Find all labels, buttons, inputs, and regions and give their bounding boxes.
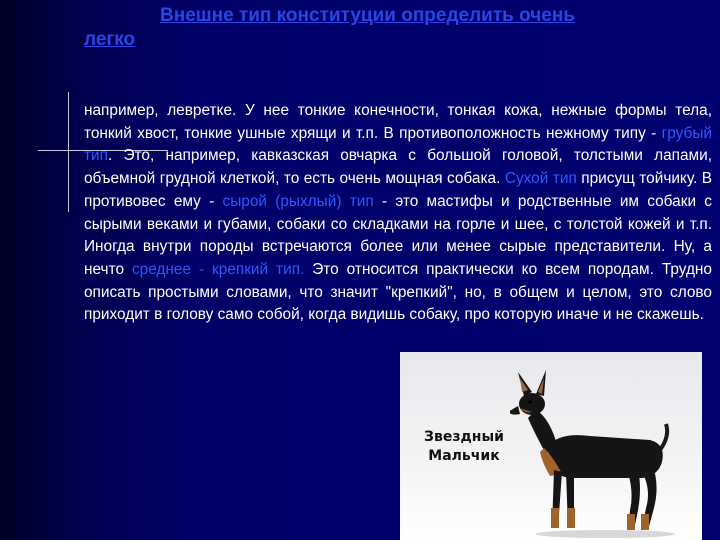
body-text-segment: . Это, например, кавказская овчарка с большой головой, толстыми лапами, объемной грудной клеткой, то есть очень мощная собака. xyxy=(84,147,712,188)
decorative-vertical-line xyxy=(68,92,69,212)
body-paragraph xyxy=(84,100,712,327)
highlight-dry-type: Сухой тип xyxy=(504,170,577,188)
slide-title xyxy=(84,4,684,52)
highlight-strong-type: среднее - крепкий тип. xyxy=(131,260,305,278)
body-text-segment: Это относится практически ко всем породам. Трудно описать простыми словами, что значит "крепкий", но, в общем и целом, это слово приходит в голову само собой, когда видишь собаку, про которую иначе и не скажешь. xyxy=(84,260,712,324)
toy-terrier-illustration xyxy=(510,358,680,540)
dog-photo xyxy=(400,352,702,540)
body-text-segment: - это мастифы и родственные им собаки с сырыми веками и губами, собаки со складками на горле и шее, с толстой кожей и т.п. Иногда внутри породы встречаются более или менее сырые представители. Ну, а нечто xyxy=(84,192,712,278)
body-text-segment: присущ тойчику. В противовес ему - xyxy=(84,170,713,210)
slide-title-line1: Внешне тип конституции определить очень xyxy=(160,5,576,26)
highlight-loose-type: сырой (рыхлый) тип xyxy=(222,192,374,210)
photo-caption-line2: Мальчик xyxy=(428,448,500,464)
body-text-segment: например, левретке. У нее тонкие конечности, тонкая кожа, нежные формы тела, тонкий хвост, тонкие ушные хрящи и т.п. В противоположность нежному типу - xyxy=(84,102,712,142)
photo-caption xyxy=(414,428,514,466)
photo-caption-line1: Звездный xyxy=(424,429,504,445)
slide-left-band xyxy=(0,0,68,540)
highlight-coarse-type: грубый тип xyxy=(84,124,712,165)
slide-title-line2: легко xyxy=(84,29,136,50)
